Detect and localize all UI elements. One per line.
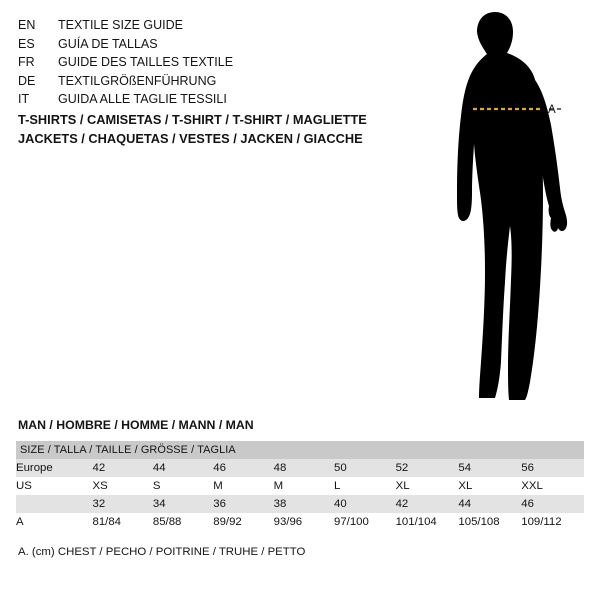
table-cell: XXL bbox=[521, 480, 543, 492]
table-row bbox=[16, 495, 584, 513]
table-cell: M bbox=[273, 480, 284, 492]
table-cell: 85/88 bbox=[152, 516, 182, 528]
row-label: A bbox=[16, 516, 24, 528]
body-silhouette-path bbox=[457, 12, 543, 400]
table-cell: M bbox=[213, 480, 223, 492]
language-code: ES bbox=[18, 36, 35, 51]
language-code: IT bbox=[18, 92, 30, 106]
table-cell: 52 bbox=[395, 462, 409, 474]
table-cell: 105/108 bbox=[458, 516, 500, 528]
table-cell: 93/96 bbox=[273, 516, 303, 528]
row-label: Europe bbox=[16, 462, 53, 474]
language-code: FR bbox=[18, 55, 35, 69]
table-cell: 48 bbox=[273, 462, 287, 474]
table-cell: 40 bbox=[334, 498, 347, 510]
table-row bbox=[16, 459, 584, 477]
language-row bbox=[18, 72, 398, 91]
language-text: TEXTILGRÖßENFÜHRUNG bbox=[58, 73, 217, 88]
language-text: TEXTILE SIZE GUIDE bbox=[58, 18, 184, 32]
table-cell: 36 bbox=[213, 498, 226, 510]
language-row bbox=[18, 90, 398, 109]
language-code: EN bbox=[18, 18, 36, 32]
row-label bbox=[16, 495, 93, 513]
category-block bbox=[18, 110, 418, 148]
table-cell: 32 bbox=[92, 498, 106, 510]
language-text: GUIDA ALLE TAGLIE TESSILI bbox=[58, 92, 227, 106]
table-cell: 97/100 bbox=[334, 516, 369, 528]
table-row bbox=[16, 513, 584, 531]
size-table bbox=[16, 441, 584, 531]
silhouette-svg bbox=[415, 10, 585, 405]
category-line-tshirts: T-SHIRTS / CAMISETAS / T-SHIRT / T-SHIRT / MAGLIETTE bbox=[18, 112, 367, 127]
language-row bbox=[18, 16, 398, 35]
table-cell: 46 bbox=[521, 498, 534, 510]
table-row bbox=[16, 477, 584, 495]
chest-measure-label: A bbox=[548, 104, 556, 116]
table-cell: 44 bbox=[152, 462, 166, 474]
table-cell: 42 bbox=[395, 498, 409, 510]
table-cell: L bbox=[334, 480, 341, 492]
table-cell: 38 bbox=[273, 498, 287, 510]
table-cell: XL bbox=[458, 480, 473, 492]
table-cell: 42 bbox=[92, 462, 106, 474]
table-footnote: A. (cm) CHEST / PECHO / POITRINE / TRUHE / PETTO bbox=[18, 546, 306, 558]
language-text: GUIDE DES TAILLES TEXTILE bbox=[58, 55, 234, 69]
language-code: DE bbox=[18, 73, 36, 88]
table-cell: 89/92 bbox=[213, 516, 242, 528]
table-header-row bbox=[16, 441, 584, 459]
table-cell: 44 bbox=[458, 498, 472, 510]
language-row bbox=[18, 53, 398, 72]
table-cell: 34 bbox=[152, 498, 166, 510]
table-cell: S bbox=[152, 480, 161, 492]
table-cell: 50 bbox=[334, 462, 347, 474]
table-cell: 54 bbox=[458, 462, 472, 474]
table-cell: 101/104 bbox=[395, 516, 437, 528]
table-cell: XS bbox=[92, 480, 108, 492]
table-cell: XL bbox=[395, 480, 410, 492]
table-cell: 81/84 bbox=[92, 516, 122, 528]
table-cell: 46 bbox=[213, 462, 226, 474]
category-line-jackets: JACKETS / CHAQUETAS / VESTES / JACKEN / GIACCHE bbox=[18, 131, 363, 146]
language-row bbox=[18, 35, 398, 54]
table-cell: 109/112 bbox=[521, 516, 562, 528]
language-text: GUÍA DE TALLAS bbox=[58, 36, 158, 51]
row-label: US bbox=[16, 480, 32, 492]
table-header-label: SIZE / TALLA / TAILLE / GRÖSSE / TAGLIA bbox=[20, 444, 236, 456]
language-guide-block bbox=[18, 16, 398, 109]
table-cell: 56 bbox=[521, 462, 534, 474]
male-silhouette-figure bbox=[415, 10, 585, 405]
table-group-title: MAN / HOMBRE / HOMME / MANN / MAN bbox=[18, 418, 254, 432]
